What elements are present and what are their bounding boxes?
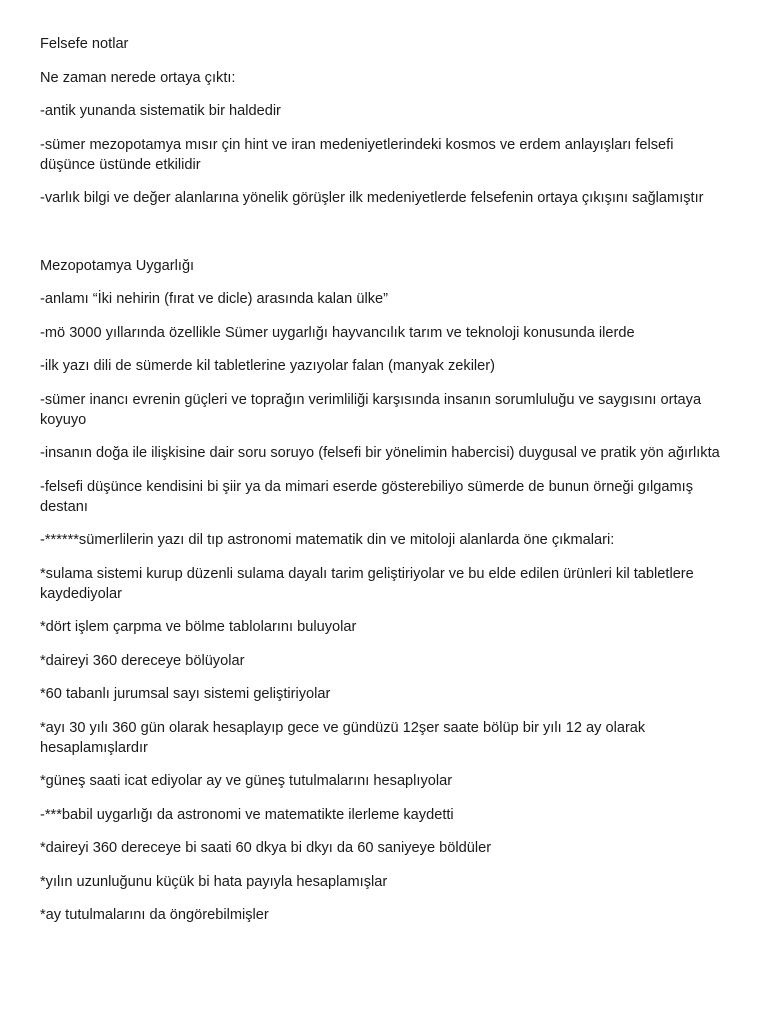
note-line: -antik yunanda sistematik bir haldedir xyxy=(40,103,281,119)
section-title: Mezopotamya Uygarlığı xyxy=(40,257,195,274)
note-line: -sümer inancı evrenin güçleri ve toprağın verimliliği karşısında insanın sorumluluğu ve saygısını ortaya koyuyo xyxy=(40,391,702,428)
note-line: *daireyi 360 dereceye bölüyolar xyxy=(40,652,245,669)
note-line: *yılın uzunluğunu küçük bi hata payıyla hesaplamışlar xyxy=(40,873,388,890)
document-page xyxy=(40,34,730,939)
document-title: Felsefe notlar xyxy=(40,36,129,52)
note-line: *ay tutulmalarını da öngörebilmişler xyxy=(40,907,269,923)
section-spacer xyxy=(40,222,730,256)
section-heading: Ne zaman nerede ortaya çıktı: xyxy=(40,69,236,86)
note-line: -anlamı “İki nehirin (fırat ve dicle) arasında kalan ülke” xyxy=(40,291,388,307)
note-line: -mö 3000 yıllarında özellikle Sümer uygarlığı hayvancılık tarım ve teknoloji konusunda ilerde xyxy=(40,324,635,341)
note-line: -felsefi düşünce kendisini bi şiir ya da mimari eserde gösterebiliyo sümerde de bunun örneği gılgamış destanı xyxy=(40,478,693,515)
note-line: *dört işlem çarpma ve bölme tablolarını buluyolar xyxy=(40,619,357,635)
note-line: *güneş saati icat ediyolar ay ve güneş tutulmalarını hesaplıyolar xyxy=(40,773,453,789)
note-line: -insanın doğa ile ilişkisine dair soru soruyo (felsefi bir yönelimin habercisi) duygusal ve pratik yön ağırlıkta xyxy=(40,445,720,461)
note-line: *sulama sistemi kurup düzenli sulama dayalı tarim geliştiriyolar ve bu elde edilen ürünleri kil tabletlere kaydediyolar xyxy=(40,565,694,602)
note-line: -varlık bilgi ve değer alanlarına yönelik görüşler ilk medeniyetlerde felsefenin ortaya çıkışını sağlamıştır xyxy=(40,190,704,206)
note-line: *daireyi 360 dereceye bi saati 60 dkya bi dkyı da 60 saniyeye böldüler xyxy=(40,840,492,856)
note-line: -sümer mezopotamya mısır çin hint ve iran medeniyetlerindeki kosmos ve erdem anlayışları felsefi düşünce üstünde etkilidir xyxy=(40,136,674,173)
note-line: -ilk yazı dili de sümerde kil tabletlerine yazıyolar falan (manyak zekiler) xyxy=(40,358,496,374)
note-line: *ayı 30 yılı 360 gün olarak hesaplayıp gece ve gündüzü 12şer saate bölüp bir yılı 12 ay olarak hesaplamışlardır xyxy=(40,719,646,756)
note-line: -******sümerlilerin yazı dil tıp astronomi matematik din ve mitoloji alanlarda öne çıkmalari: xyxy=(40,532,615,548)
note-line: -***babil uygarlığı da astronomi ve matematikte ilerleme kaydetti xyxy=(40,806,454,823)
note-line: *60 tabanlı jurumsal sayı sistemi geliştiriyolar xyxy=(40,686,331,702)
